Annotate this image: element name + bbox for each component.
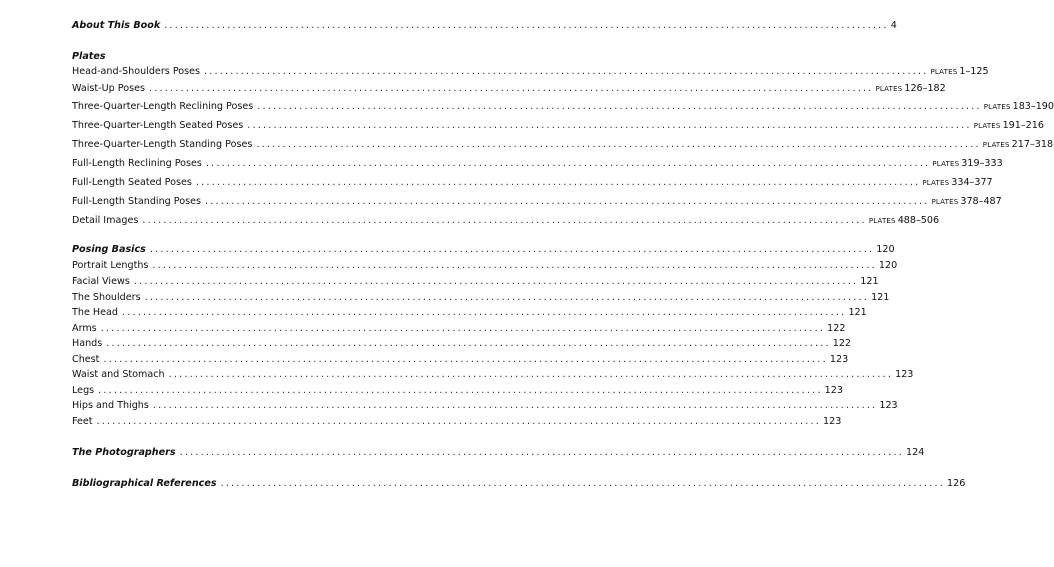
toc-entry-label: Head-and-Shoulders Poses	[72, 66, 201, 77]
dot-leader: ..........................................................................................................................................	[168, 369, 894, 380]
toc-entry-label: Hips and Thighs	[72, 400, 149, 411]
toc-entry-photographers[interactable]	[72, 445, 925, 461]
toc-entry-label: Facial Views	[72, 276, 130, 287]
toc-entry-page: 123	[879, 400, 898, 411]
dot-leader: ..........................................................................................................................................	[205, 158, 931, 169]
toc-entry-plates-4[interactable]	[72, 137, 1054, 153]
toc-entry-label: Full-Length Seated Poses	[72, 177, 192, 188]
dot-leader: ..........................................................................................................................................	[96, 416, 822, 427]
toc-entry-page: 121	[848, 307, 867, 318]
toc-entry-label: Three-Quarter-Length Reclining Poses	[72, 101, 254, 112]
toc-entry-label: Legs	[72, 385, 95, 396]
dot-leader: ..........................................................................................................................................	[142, 215, 867, 226]
plates-word: PLATES	[868, 217, 896, 225]
toc-entry-label: Posing Basics	[72, 244, 146, 255]
toc-entry-label: Hands	[72, 338, 103, 349]
toc-entry-label: Portrait Lengths	[72, 260, 149, 271]
toc-entry-posing-5[interactable]	[72, 336, 852, 352]
toc-entry-posing-1[interactable]	[72, 274, 879, 290]
plates-word: PLATES	[922, 179, 950, 187]
toc-entry-posing-0[interactable]	[72, 258, 898, 274]
page-range: 488–506	[897, 215, 940, 226]
page-range: 378–487	[960, 196, 1002, 207]
dot-leader: ..........................................................................................................................................	[133, 276, 859, 287]
page-range: 1–125	[959, 66, 989, 77]
toc-entry-label: Three-Quarter-Length Standing Poses	[72, 139, 253, 150]
dot-leader: ..........................................................................................................................................	[195, 177, 921, 188]
section-title-plates: Plates	[72, 51, 106, 62]
dot-leader: ..........................................................................................................................................	[205, 196, 930, 207]
dot-leader: ..........................................................................................................................................	[121, 307, 847, 318]
toc-entry-label: The Head	[72, 307, 118, 318]
toc-entry-page	[873, 81, 945, 97]
toc-entry-posing-10[interactable]	[72, 414, 842, 430]
toc-entry-posing-2[interactable]	[72, 290, 890, 306]
page-range: 191–216	[1002, 120, 1044, 131]
toc-entry-plates-1[interactable]	[72, 81, 946, 97]
plates-word: PLATES	[875, 85, 903, 93]
dot-leader: ..........................................................................................................................................	[149, 83, 874, 94]
dot-leader: ..........................................................................................................................................	[220, 478, 946, 489]
toc-entry-page: 120	[876, 244, 895, 255]
toc-entry-page: 122	[832, 338, 852, 349]
plates-word: PLATES	[983, 103, 1011, 111]
toc-entry-label: Full-Length Standing Poses	[72, 196, 202, 207]
toc-entry-label: The Shoulders	[72, 292, 141, 303]
toc-entry-posing-basics[interactable]	[72, 242, 895, 258]
toc-entry-posing-4[interactable]	[72, 321, 846, 337]
dot-leader: ..........................................................................................................................................	[106, 338, 831, 349]
toc-entry-page: 121	[871, 292, 890, 303]
toc-entry-page: 123	[824, 385, 843, 396]
toc-entry-page: 124	[906, 447, 925, 458]
toc-entry-bibliography[interactable]	[72, 476, 966, 492]
toc-entry-label: Bibliographical References	[72, 478, 217, 489]
toc-entry-posing-7[interactable]	[72, 367, 914, 383]
toc-entry-label: The Photographers	[72, 447, 176, 458]
toc-entry-posing-8[interactable]	[72, 383, 843, 399]
toc-entry-page	[972, 118, 1044, 134]
plates-word: PLATES	[930, 68, 958, 76]
toc-entry-plates-5[interactable]	[72, 156, 1003, 172]
dot-leader: ..........................................................................................................................................	[204, 66, 929, 77]
toc-entry-plates-3[interactable]	[72, 118, 1044, 134]
toc-entry-page: 122	[827, 323, 846, 334]
plates-word: PLATES	[932, 160, 960, 168]
dot-leader: ..........................................................................................................................................	[152, 400, 878, 411]
toc-entry-label: Detail Images	[72, 215, 139, 226]
toc-entry-posing-9[interactable]	[72, 398, 898, 414]
dot-leader: ..........................................................................................................................................	[247, 120, 972, 131]
plates-word: PLATES	[973, 122, 1001, 130]
toc-entry-label: Waist and Stomach	[72, 369, 165, 380]
dot-leader: ..........................................................................................................................................	[179, 447, 905, 458]
toc-entry-page	[929, 194, 1001, 210]
page-range: 126–182	[904, 83, 946, 94]
dot-leader: ..........................................................................................................................................	[144, 292, 870, 303]
toc-entry-label: Arms	[72, 323, 97, 334]
toc-entry-plates-2[interactable]	[72, 99, 1054, 115]
plates-word: PLATES	[931, 198, 959, 206]
toc-entry-page	[982, 99, 1054, 115]
page-range: 319–333	[961, 158, 1003, 169]
toc-entry-plates-7[interactable]	[72, 194, 1002, 210]
toc-entry-label: Waist-Up Poses	[72, 83, 146, 94]
toc-entry-page: 126	[947, 478, 966, 489]
page-range: 334–377	[951, 177, 993, 188]
dot-leader: ..........................................................................................................................................	[152, 260, 877, 271]
page-range: 217–318	[1011, 139, 1054, 150]
dot-leader: ..........................................................................................................................................	[103, 354, 828, 365]
toc-entry-page: 123	[823, 416, 842, 427]
toc-entry-page: 123	[829, 354, 849, 365]
dot-leader: ..........................................................................................................................................	[98, 385, 823, 396]
dot-leader: ..........................................................................................................................................	[257, 101, 982, 112]
toc-entry-page	[930, 156, 1002, 172]
dot-leader: ..........................................................................................................................................	[164, 20, 889, 31]
toc-entry-page: 4	[890, 20, 897, 31]
toc-entry-posing-6[interactable]	[72, 352, 849, 368]
toc-entry-label: Feet	[72, 416, 93, 427]
toc-entry-label: Three-Quarter-Length Seated Poses	[72, 120, 244, 131]
toc-entry-page	[920, 175, 992, 191]
toc-entry-label: Chest	[72, 354, 100, 365]
toc-entry-page: 120	[878, 260, 898, 271]
toc-entry-plates-6[interactable]	[72, 175, 993, 191]
toc-entry-posing-3[interactable]	[72, 305, 867, 321]
toc-entry-label: About This Book	[72, 20, 161, 31]
toc-entry-plates-0[interactable]	[72, 64, 989, 80]
toc-entry-page: 123	[895, 369, 914, 380]
toc-entry-page	[981, 137, 1053, 153]
toc-entry-plates-8[interactable]	[72, 213, 940, 229]
dot-leader: ..........................................................................................................................................	[256, 139, 981, 150]
toc-entry-about[interactable]	[72, 18, 897, 34]
toc-entry-page: 121	[860, 276, 879, 287]
dot-leader: ..........................................................................................................................................	[100, 323, 826, 334]
toc-entry-page	[867, 213, 939, 229]
toc-entry-label: Full-Length Reclining Poses	[72, 158, 202, 169]
plates-word: PLATES	[982, 141, 1010, 149]
page-range: 183–190	[1012, 101, 1054, 112]
toc-entry-page	[929, 64, 989, 80]
dot-leader: ..........................................................................................................................................	[149, 244, 875, 255]
